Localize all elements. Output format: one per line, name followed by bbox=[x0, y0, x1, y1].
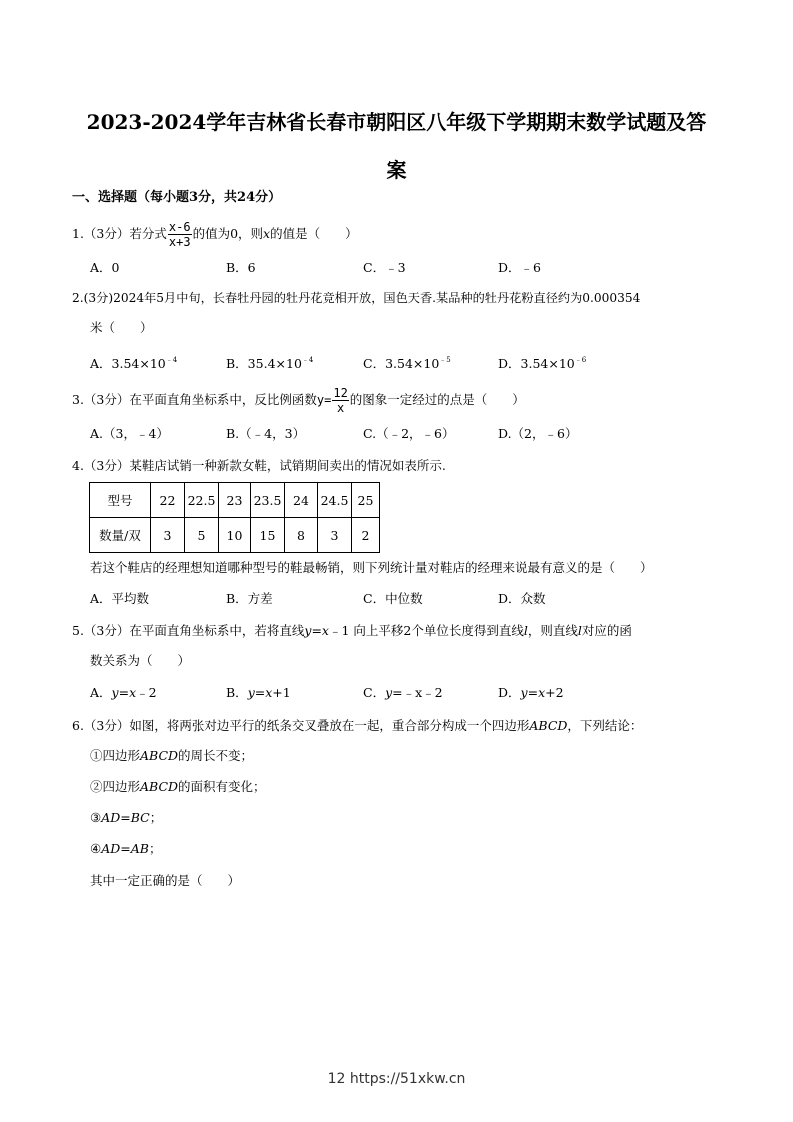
q2-option-c: C．$3.54\times 10^{﹣5}$ bbox=[363, 356, 451, 371]
question-3: 3.（3分）在平面直角坐标系中，反比例函数y= $\frac{12}{x}$ 的图象一定经过的点是（ ） bbox=[72, 386, 525, 415]
page-footer: 12 https://51xkw.cn bbox=[327, 1071, 466, 1087]
table-cell: 数量/双 bbox=[90, 518, 151, 553]
table-row bbox=[90, 518, 380, 553]
table-cell: 23.5 bbox=[251, 483, 285, 518]
q6-statement-4: ④AD=AB； bbox=[90, 841, 162, 856]
q5-option-a: A．y=x﹣2 bbox=[90, 685, 157, 700]
q4-option-c: C．中位数 bbox=[363, 591, 423, 606]
table-cell: 23 bbox=[219, 483, 251, 518]
q6-statement-2: ②四边形ABCD的面积有变化； bbox=[90, 779, 266, 794]
q1-option-b: B．6 bbox=[226, 260, 256, 275]
question-4: 4.（3分）某鞋店试销一种新款女鞋，试销期间卖出的情况如表所示. bbox=[72, 458, 446, 473]
q6-question: 其中一定正确的是（ ） bbox=[90, 873, 241, 888]
q3-option-d: D.（2，﹣6） bbox=[498, 426, 578, 441]
question-1: 1.（3分）若分式 $\frac{x-6}{x+3}$ 的值为0，则x的值是（ ） bbox=[72, 220, 358, 249]
table-cell: 25 bbox=[352, 483, 380, 518]
table-cell: 15 bbox=[251, 518, 285, 553]
table-cell: 24 bbox=[285, 483, 318, 518]
question-5-line-1: 5.（3分）在平面直角坐标系中，若将直线y=x﹣1 向上平移2个单位长度得到直线l，则直线l对应的函 bbox=[72, 623, 632, 638]
table-cell: 22.5 bbox=[185, 483, 219, 518]
table-row bbox=[90, 483, 380, 518]
q6-statement-3: ③AD=BC； bbox=[90, 810, 163, 825]
q6-statement-1: ①四边形ABCD的周长不变； bbox=[90, 748, 254, 763]
table-cell: 8 bbox=[285, 518, 318, 553]
table-cell: 5 bbox=[185, 518, 219, 553]
shoe-sales-table bbox=[89, 482, 380, 553]
table-cell: 2 bbox=[352, 518, 380, 553]
table-cell: 3 bbox=[151, 518, 185, 553]
q2-option-b: B．$35.4\times 10^{﹣4}$ bbox=[226, 356, 314, 371]
question-6: 6.（3分）如图，将两张对边平行的纸条交叉叠放在一起，重合部分构成一个四边形ABCD，下列结论： bbox=[72, 718, 643, 733]
q3-option-c: C.（﹣2，﹣6） bbox=[363, 426, 455, 441]
q1-option-a: A．0 bbox=[90, 260, 120, 275]
table-cell: 10 bbox=[219, 518, 251, 553]
table-cell: 22 bbox=[151, 483, 185, 518]
section-heading: 一、选择题（每小题3分，共24分） bbox=[72, 190, 282, 205]
q2-option-a: A．$3.54\times 10^{﹣4}$ bbox=[90, 356, 178, 371]
table-cell: 3 bbox=[318, 518, 352, 553]
q4-option-a: A．平均数 bbox=[90, 591, 150, 606]
q5-option-c: C．y=﹣x﹣2 bbox=[363, 685, 443, 700]
table-cell: 24.5 bbox=[318, 483, 352, 518]
title-line-2: 案 bbox=[386, 158, 407, 182]
q4-option-d: D．众数 bbox=[498, 591, 546, 606]
q5-option-d: D．y=x+2 bbox=[498, 685, 564, 700]
q2-option-d: D．$3.54\times 10^{﹣6}$ bbox=[498, 356, 587, 371]
title-line-1: 2023-2024学年吉林省长春市朝阳区八年级下学期期末数学试题及答 bbox=[86, 110, 707, 134]
q5-option-b: B．y=x+1 bbox=[226, 685, 291, 700]
q1-option-d: D．﹣6 bbox=[498, 260, 541, 275]
question-4-after-table: 若这个鞋店的经理想知道哪种型号的鞋最畅销，则下列统计量对鞋店的经理来说最有意义的是（ ） bbox=[90, 560, 653, 575]
q1-option-c: C．﹣3 bbox=[363, 260, 406, 275]
question-5-line-2: 数关系为（ ） bbox=[90, 653, 191, 668]
table-cell: 型号 bbox=[90, 483, 151, 518]
q3-option-a: A.（3，﹣4） bbox=[90, 426, 169, 441]
question-2-line-1: 2.(3分)2024年5月中旬，长春牡丹园的牡丹花竞相开放，国色天香.某品种的牡丹花粉直径约为0.000354 bbox=[72, 291, 641, 305]
q3-fraction: $\frac{12}{x}$ bbox=[333, 386, 348, 415]
question-2-line-2: 米（ ） bbox=[90, 320, 153, 335]
page-title bbox=[60, 98, 733, 194]
q1-fraction: $\frac{x-6}{x+3}$ bbox=[168, 220, 191, 249]
q4-option-b: B．方差 bbox=[226, 591, 273, 606]
q3-option-b: B.（﹣4，3） bbox=[226, 426, 306, 441]
